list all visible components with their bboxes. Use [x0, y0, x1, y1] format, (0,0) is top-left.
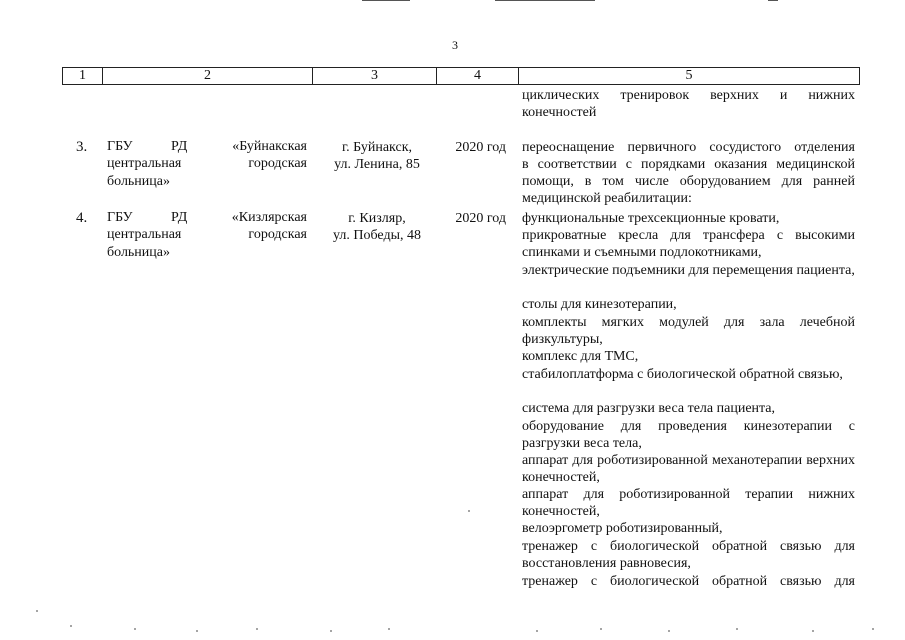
header-col-1: 1: [63, 68, 103, 84]
word: центральная: [107, 227, 182, 242]
row-number: 3.: [76, 139, 88, 155]
header-col-3: 3: [313, 68, 437, 84]
word: ГБУ: [107, 139, 133, 154]
equipment-item: система для разгрузки веса тела пациента,: [522, 401, 776, 416]
organization-line-3: больница»: [107, 245, 170, 260]
word: и: [779, 88, 788, 103]
organization-line-2: [107, 227, 307, 244]
scan-speck: [468, 510, 470, 512]
address-line: г. Буйнакск,: [341, 140, 413, 155]
year: 2020 год: [455, 211, 506, 226]
scan-edge-mark: [362, 0, 410, 1]
continuation-line-2: конечностей: [522, 105, 597, 120]
address: [318, 210, 436, 244]
header-col-2: 2: [103, 68, 313, 84]
scan-speck: [36, 610, 38, 612]
word: городская: [248, 227, 307, 242]
scan-speck: [330, 630, 332, 632]
description-line: помощи, в том числе оборудованием для ранней: [522, 174, 855, 189]
scan-edge-mark: [495, 0, 595, 1]
row-number: 4.: [76, 210, 88, 226]
organization-line-1: [107, 139, 307, 156]
word: тренировок: [620, 88, 690, 103]
scan-speck: [600, 628, 602, 630]
description-line: в соответствии с порядками оказания медицинской: [522, 157, 855, 172]
equipment-item: оборудование для проведения кинезотерапии с разгрузки веса тела,: [522, 419, 855, 451]
word: РД: [171, 139, 188, 154]
equipment-item: тренажер с биологической обратной связью для: [522, 574, 855, 589]
header-col-5: 5: [685, 68, 693, 83]
scan-speck: [812, 630, 814, 632]
equipment-item: комплекс для ТМС,: [522, 349, 639, 364]
equipment-item: аппарат для роботизированной терапии нижних конечностей,: [522, 487, 855, 519]
word: «Буйнакская: [232, 139, 307, 154]
table-header: [62, 67, 860, 85]
scan-speck: [196, 630, 198, 632]
word: центральная: [107, 156, 182, 171]
scan-speck: [536, 630, 538, 632]
description-line: переоснащение первичного сосудистого отделения: [522, 140, 855, 155]
header-col-4: 4: [437, 68, 519, 84]
equipment-item: прикроватные кресла для трансфера с высокими спинками и съемными подлокотниками,: [522, 228, 855, 260]
equipment-item: комплекты мягких модулей для зала лечебной физкультуры,: [522, 315, 855, 347]
equipment-item: столы для кинезотерапии,: [522, 297, 677, 312]
organization-line-3: больница»: [107, 174, 170, 189]
equipment-item: велоэргометр роботизированный,: [522, 521, 723, 536]
address-line: г. Кизляр,: [348, 211, 406, 226]
scan-speck: [736, 628, 738, 630]
scan-speck: [70, 625, 72, 627]
address-line: ул. Победы, 48: [333, 228, 421, 243]
scan-speck: [388, 628, 390, 630]
description-line: медицинской реабилитации:: [522, 191, 692, 206]
address-line: ул. Ленина, 85: [334, 157, 420, 172]
word: нижних: [808, 88, 855, 103]
word: верхних: [710, 88, 759, 103]
organization-line-2: [107, 156, 307, 173]
year: 2020 год: [455, 140, 506, 155]
word: циклических: [522, 88, 600, 103]
continuation-text: [522, 87, 855, 121]
scan-speck: [668, 630, 670, 632]
organization-line-1: [107, 210, 307, 227]
scan-speck: [134, 628, 136, 630]
address: [318, 139, 436, 173]
equipment-item: функциональные трехсекционные кровати,: [522, 211, 780, 226]
equipment-item: тренажер с биологической обратной связью для восстановления равновесия,: [522, 539, 855, 571]
scan-speck: [872, 628, 874, 630]
scan-speck: [256, 628, 258, 630]
equipment-item: электрические подъемники для перемещения пациента,: [522, 263, 855, 278]
page-number: 3: [452, 38, 458, 52]
scan-edge-mark: [768, 0, 778, 1]
continuation-line-1: [522, 87, 855, 104]
equipment-item: стабилоплатформа с биологической обратной связью,: [522, 367, 843, 382]
word: ГБУ: [107, 210, 133, 225]
word: городская: [248, 156, 307, 171]
word: «Кизлярская: [231, 210, 307, 225]
word: РД: [171, 210, 188, 225]
description: [522, 139, 855, 207]
equipment-item: аппарат для роботизированной механотерапии верхних конечностей,: [522, 453, 855, 485]
